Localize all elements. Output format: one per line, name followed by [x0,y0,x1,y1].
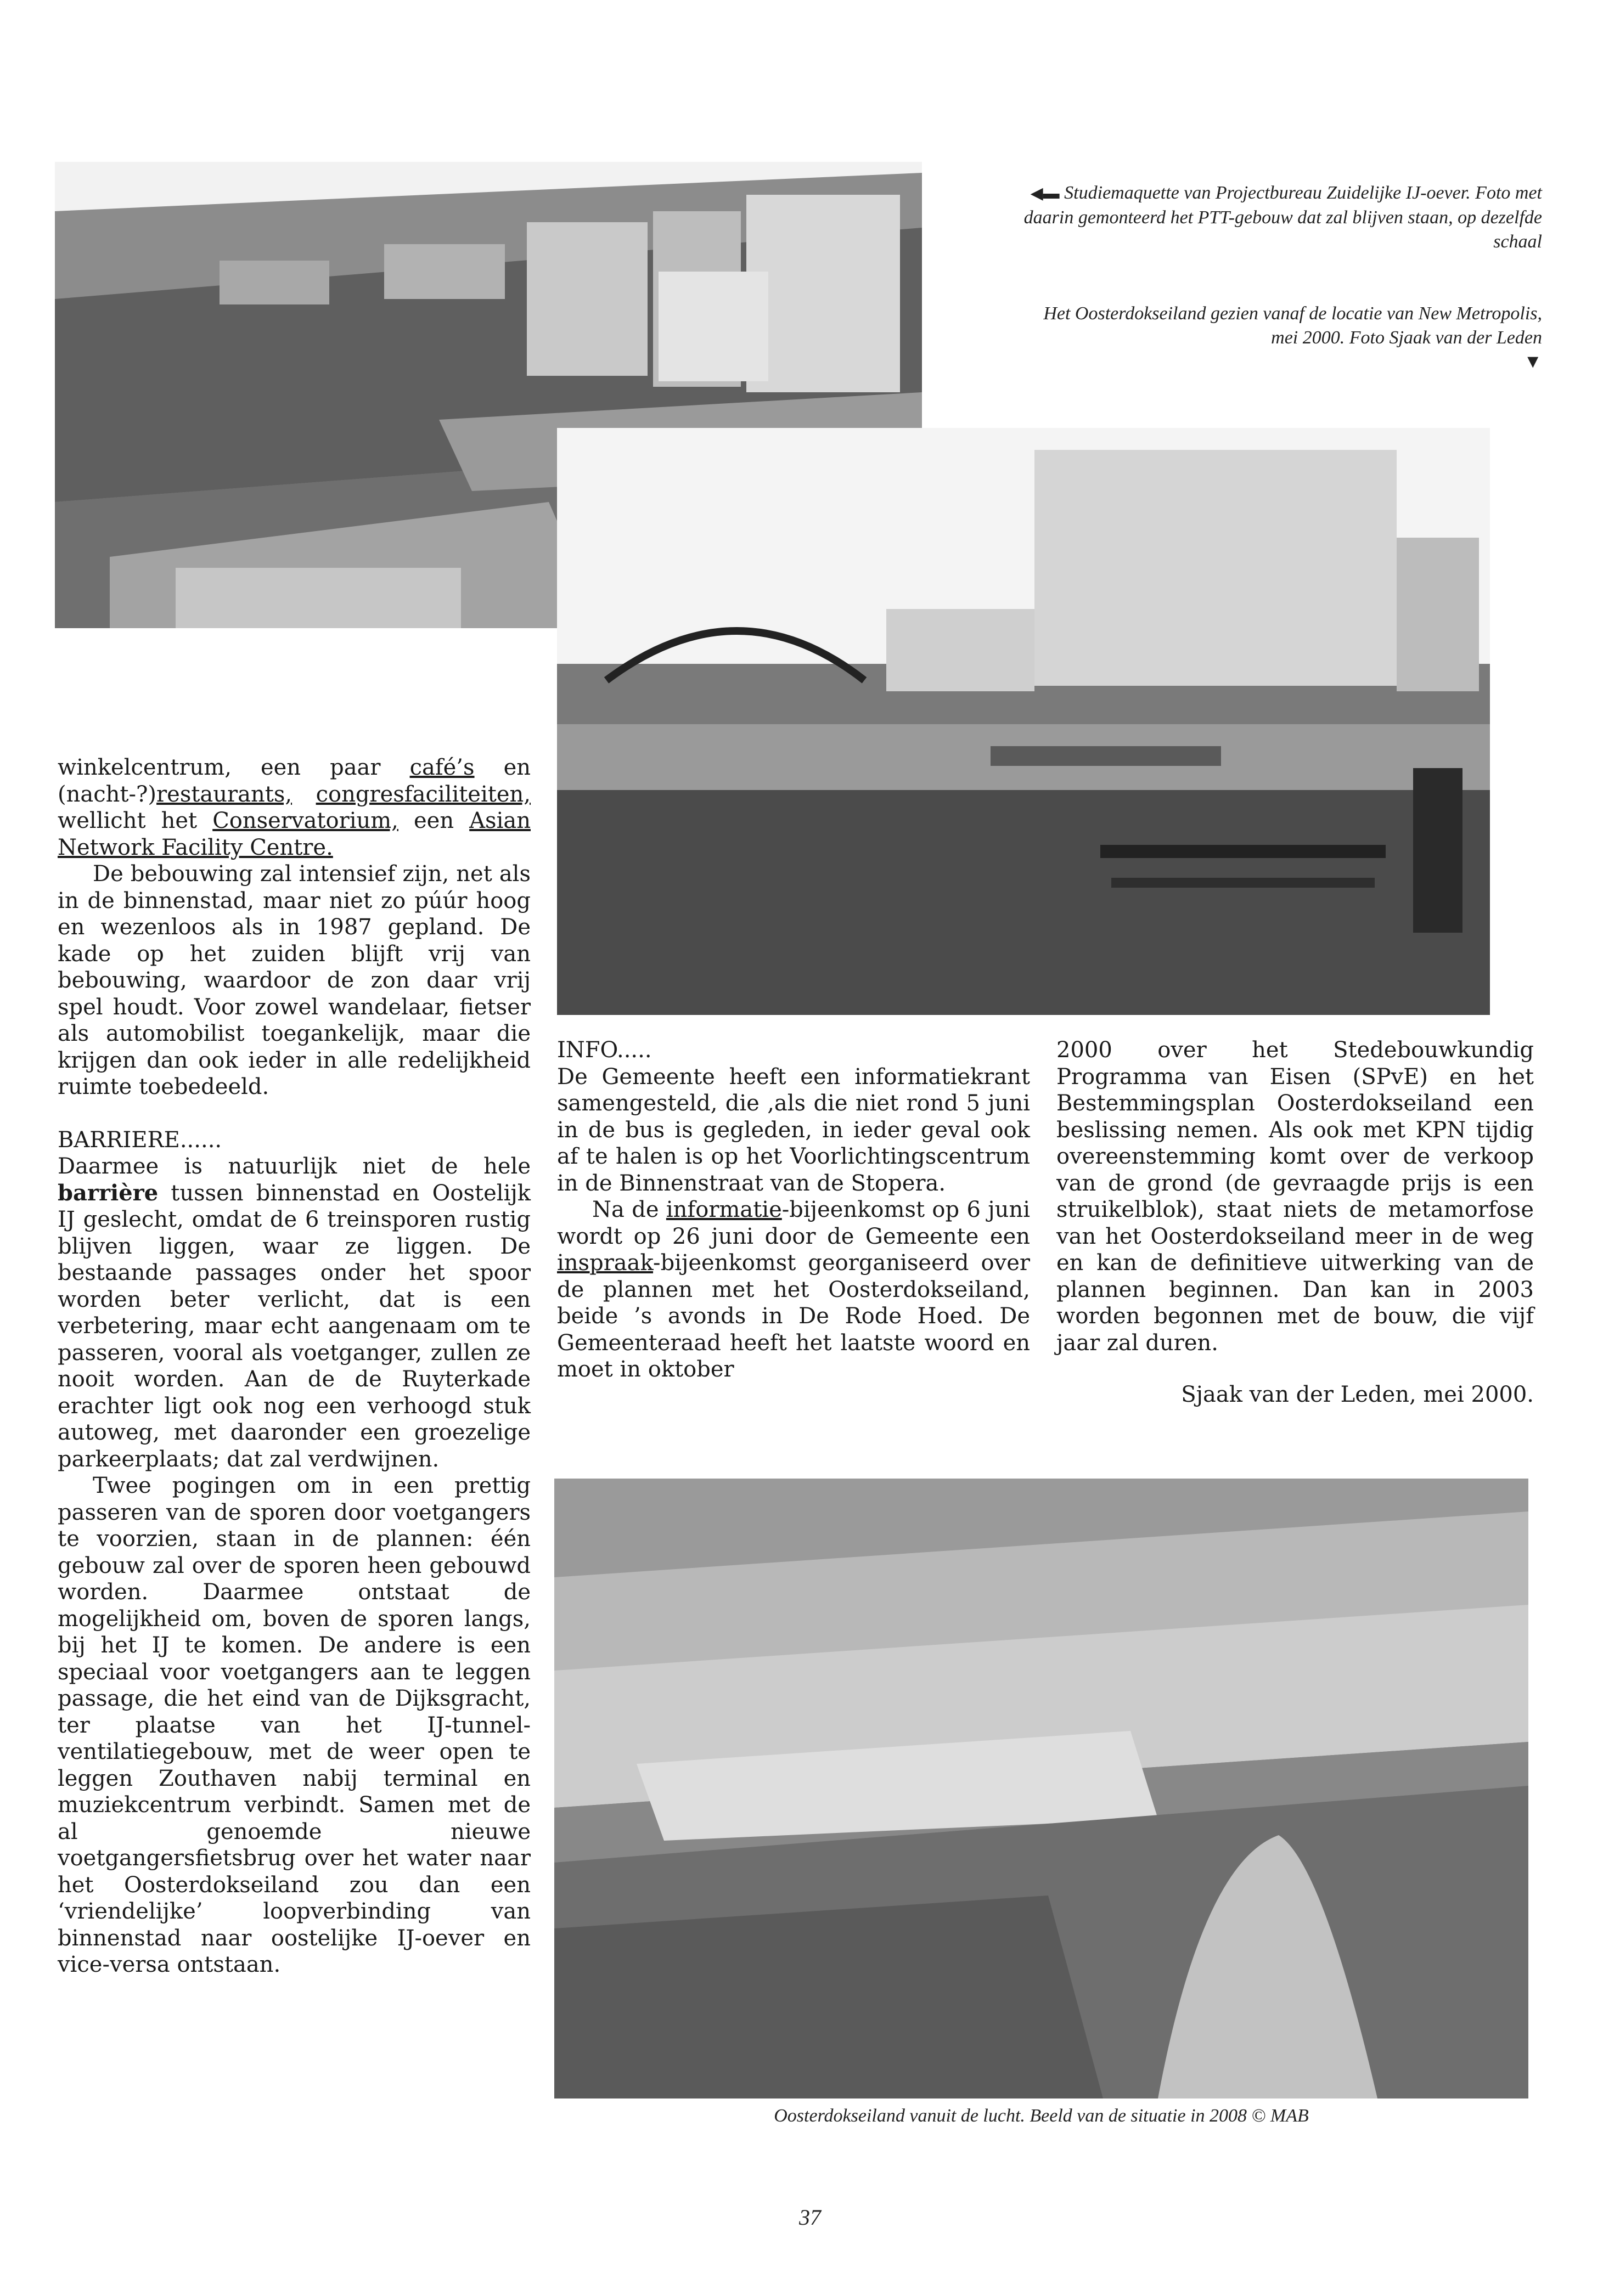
photo-caption [977,302,1542,374]
heading-info: INFO..... [557,1037,652,1063]
link-conservatorium[interactable]: Conservatorium, [212,808,398,833]
paragraph-bebouwing: De bebouwing zal intensief zijn, net als in de binnenstad, maar niet zo púúr hoog en wezenloos als in 1987 gepland. De kade op het zuiden blijft vrij van bebouwing, waardoor de zon daar vrij spel houdt. Voor zowel wandelaar, fietser als automobilist toegankelijk, maar die krijgen dan ook ieder in alle redelijkheid ruimte toebedeeld. [58,861,531,1099]
column-right [1056,1037,1534,1408]
paragraph-informatiekrant: De Gemeente heeft een informatiekrant samengesteld, die ,als die niet rond 5 juni in de bus is gegleden, in ieder geval ook af te halen is op het Voorlichtingscentrum in de Binnenstraat van de Stopera. [557,1064,1030,1196]
word-barriere: barrière [58,1180,159,1206]
aerial-photo [554,1479,1528,2098]
heading-barriere: BARRIERE...... [58,1127,222,1153]
link-asian-network[interactable]: Asian Network Facility Centre. [58,808,531,860]
arrow-down-icon: ▼ [1523,352,1542,372]
signature: Sjaak van der Leden, mei 2000. [1181,1382,1534,1407]
paragraph-facilities: winkelcentrum, een paar café’s en (nacht-?)restaurants, congresfaciliteiten, wellicht het Conservatorium, een Asian Network Facility Centre. [58,755,531,860]
link-congresfaciliteiten[interactable]: congresfaciliteiten, [316,781,531,807]
paragraph-beslissing: 2000 over het Stedebouwkundig Programma van Eisen (SPvE) en het Bestemmingsplan Oosterdokseiland een beslissing nemen. Als ook met KPN tijdig overeenstemming komt over de verkoop van de grond (de gevraagde prijs is een struikelblok), staat niets de metamorfose van het Oosterdokseiland meer in de weg en kan de definitieve uitwerking van de plannen beginnen. Dan kan in 2003 worden begonnen met de bouw, die vijf jaar zal duren. [1056,1037,1534,1356]
paragraph-barriere: Daarmee is natuurlijk niet de hele barrière tussen binnenstad en Oostelijk IJ geslecht, omdat de 6 treinsporen rustig blijven liggen, waar ze liggen. De bestaande passages onder het spoor worden beter verlicht, dat is een verbetering, maar echt aangenaam om te passeren, vooral als voetganger, zullen ze nooit worden. Aan de de Ruyterkade erachter ligt ook nog een verhoogd stuk autoweg, met daaronder een groezelige parkeerplaats; dat zal verdwijnen. [58,1154,531,1472]
page-number: 37 [799,2205,821,2230]
model-caption: ◀▬ Studiemaquette van Projectbureau Zuidelijke IJ-oever. Foto met daarin gemonteerd het PTT-gebouw dat zal blijven staan, op dezelfde schaal [1023,183,1542,252]
paragraph-voetgangers: Twee pogingen om in een prettig passeren van de sporen door voetgangers te voorzien, staan in de plannen: één gebouw zal over de sporen heen gebouwd worden. Daarmee ontstaat de mogelijkheid om, boven de sporen langs, bij het IJ te komen. De andere is een speciaal voor voetgangers aan te leggen passage, die het eind van de Dijksgracht, ter plaatse van het IJ-tunnel-ventilatiegebouw, met de weer open te leggen Zouthaven nabij terminal en muziekcentrum verbindt. Samen met de al genoemde nieuwe voetgangersfietsbrug over het water naar het Oosterdokseiland zou dan een ‘vriendelijke’ loopverbinding van binnenstad naar oostelijke IJ-oever en vice-versa ontstaan. [58,1473,531,1977]
paragraph-bijeenkomst: Na de informatie-bijeenkomst op 6 juni wordt op 26 juni door de Gemeente een inspraak-bijeenkomst georganiseerd over de plannen met het Oosterdokseiland, beide ’s avonds in De Rode Hoed. De Gemeenteraad heeft het laatste woord en moet in oktober [557,1197,1030,1382]
oosterdokseiland-photo [557,428,1490,1015]
arrow-left-icon: ◀▬ [1030,184,1060,202]
column-middle [557,1037,1030,1383]
photo-caption-line1: Het Oosterdokseiland gezien vanaf de locatie van New Metropolis, [1043,303,1542,324]
column-left [58,754,531,1978]
link-informatie[interactable]: informatie [666,1197,782,1222]
aerial-caption: Oosterdokseiland vanuit de lucht. Beeld van de situatie in 2008 © MAB [774,2106,1309,2126]
link-inspraak[interactable]: inspraak [557,1250,654,1276]
photo-caption-line2: mei 2000. Foto Sjaak van der Leden [1271,328,1542,348]
link-cafes[interactable]: café’s [409,755,475,780]
link-restaurants[interactable]: restaurants, [156,781,292,807]
